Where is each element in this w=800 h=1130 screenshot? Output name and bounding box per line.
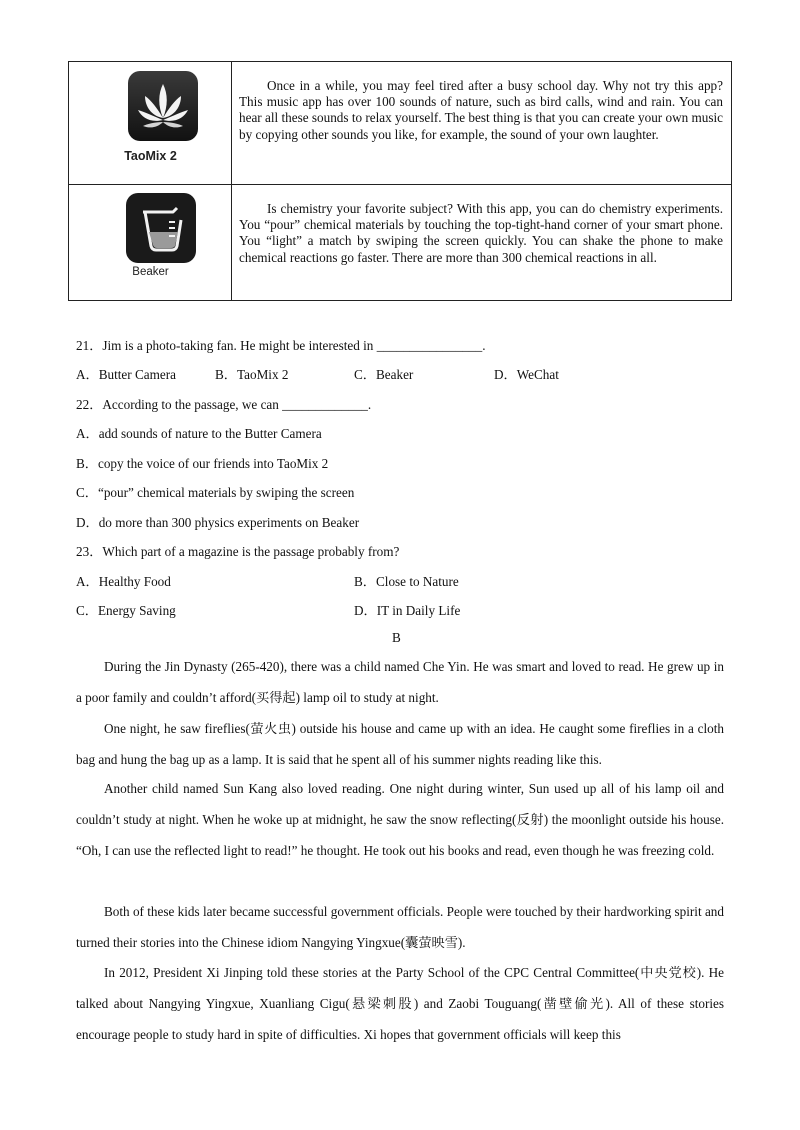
passage-paragraph: Both of these kids later became successful government officials. People were touched by their hardworking spirit and turned their stories into the Chinese idiom Nangying Yingxue(囊萤映雪). (76, 904, 724, 950)
passage-paragraph: Another child named Sun Kang also loved reading. One night during winter, Sun used up all of his lamp oil and couldn’t study at night. When he woke up at midnight, he saw the snow reflecting(反射) the moonlight outside his house. “Oh, I can use the reflected light to read!” he thought. He took out his books and read, even though he was freezing cold. (76, 781, 724, 858)
passage-paragraph: In 2012, President Xi Jinping told these stories at the Party School of the CPC Central Committee(中央党校). He talked about Nangying Yingxue, Xuanliang Cigu(悬梁刺股) and Zaobi Touguang(凿壁偷光). All of these stories encourage people to study hard in spite of difficulties. Xi hopes that government officials will keep this (76, 965, 724, 1042)
app-name: Beaker (132, 266, 169, 278)
app-icon-cell (69, 185, 232, 300)
app-row-taomix (69, 62, 731, 185)
beaker-icon (125, 192, 197, 264)
question-22-option-c: C．“pour” chemical materials by swiping the screen (76, 485, 355, 500)
question-22-option-b: B．copy the voice of our friends into TaoMix 2 (76, 456, 329, 471)
question-21-stem: 21．Jim is a photo-taking fan. He might be interested in ________________. (76, 338, 486, 353)
app-description: Is chemistry your favorite subject? With this app, you can do chemistry experiments. You “pour” chemical materials by touching the top-tight-hand corner of your smart phone. You “light” a match by swiping the screen quickly. You can shake the phone to make chemical reactions go faster. There are more than 300 chemical reactions in all. (239, 201, 723, 265)
question-23-option-a: A．Healthy Food (76, 574, 171, 589)
passage-paragraph: One night, he saw fireflies(萤火虫) outside his house and came up with an idea. He caught some fireflies in a cloth bag and hung the bag up as a lamp. It is said that he spent all of his summer nights reading like this. (76, 721, 724, 767)
question-22-option-a: A．add sounds of nature to the Butter Camera (76, 426, 322, 441)
question-23-stem: 23．Which part of a magazine is the passage probably from? (76, 544, 400, 559)
question-22-option-d: D．do more than 300 physics experiments on Beaker (76, 515, 360, 530)
app-name: TaoMix 2 (124, 149, 177, 163)
question-23-option-d: D．IT in Daily Life (354, 603, 461, 618)
app-row-beaker (69, 185, 731, 300)
question-21-option-d: D．WeChat (494, 367, 559, 382)
question-23-option-b: B．Close to Nature (354, 574, 459, 589)
app-description: Once in a while, you may feel tired after a busy school day. Why not try this app? This music app has over 100 sounds of nature, such as bird calls, wind and rain. You can hear all these sounds to relax yourself. The best thing is that you can create your own music by copying other sounds you like, for example, the sound of your own laughter. (239, 78, 723, 142)
section-heading: B (392, 630, 401, 645)
apps-table (68, 61, 732, 301)
app-icon-cell (69, 62, 232, 184)
question-21-option-b: B．TaoMix 2 (215, 367, 289, 382)
question-21-option-a: A．Butter Camera (76, 367, 176, 382)
question-22-stem: 22．According to the passage, we can _____________. (76, 397, 372, 412)
passage-paragraph: During the Jin Dynasty (265-420), there was a child named Che Yin. He was smart and loved to read. He grew up in a poor family and couldn’t afford(买得起) lamp oil to study at night. (76, 659, 724, 705)
lotus-icon (127, 70, 199, 142)
question-21-option-c: C．Beaker (354, 367, 414, 382)
question-23-option-c: C．Energy Saving (76, 603, 176, 618)
